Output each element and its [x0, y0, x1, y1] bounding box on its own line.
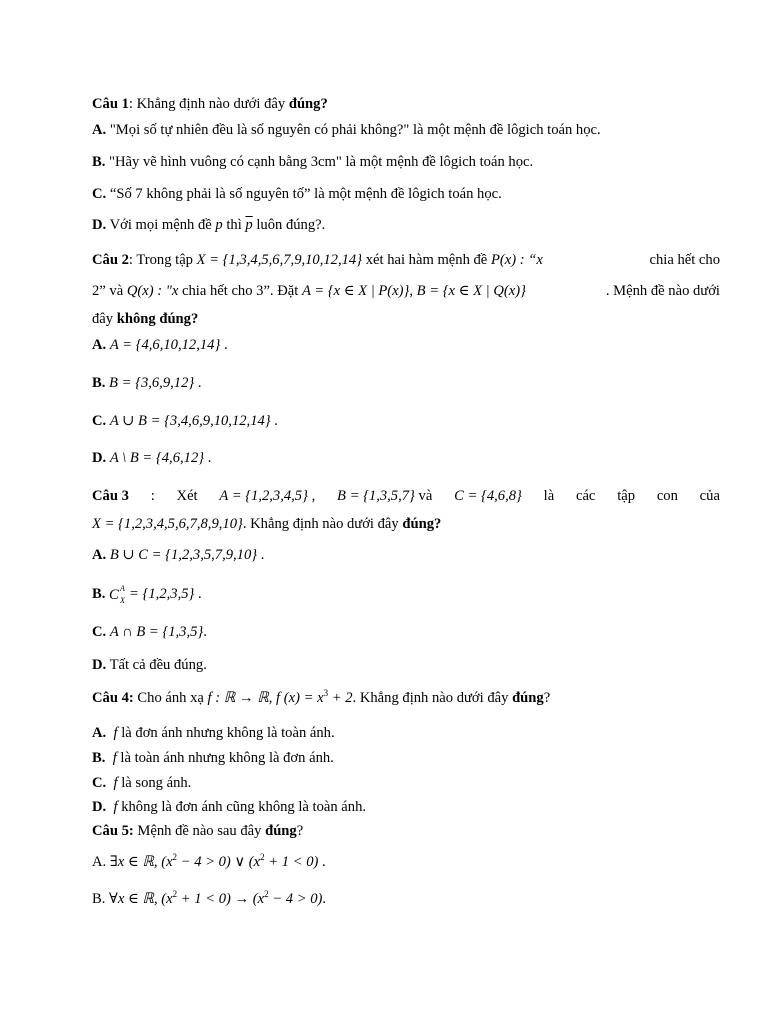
math-f: f	[113, 775, 118, 791]
q2-option-a	[92, 336, 720, 354]
q2-stem-bold: không đúng?	[116, 311, 199, 327]
q2-label: Câu 2	[92, 252, 129, 268]
q1-option-c	[92, 185, 720, 203]
q4-label: Câu 4:	[92, 690, 134, 706]
text: ?	[543, 690, 551, 706]
math-f: f	[113, 799, 118, 815]
option-text: "Mọi số tự nhiên đều là số nguyên có phải không?" là một mệnh đề lôgich toán học.	[106, 122, 601, 138]
text: C	[109, 587, 119, 603]
option-text: Với mọi mệnh đề	[106, 217, 216, 233]
q3-stem-bold: đúng?	[402, 516, 442, 532]
q4-stem-bold: đúng	[512, 690, 544, 706]
option-tag: C.	[92, 775, 107, 791]
q5-option-a	[92, 853, 720, 871]
math-expr: A ∩ B = {1,3,5}	[109, 624, 204, 640]
option-text: “Số 7 không phải là số nguyên tố” là một mệnh đề lôgich toán học.	[106, 186, 502, 202]
text: .	[220, 337, 228, 353]
q5-label: Câu 5:	[92, 823, 134, 839]
text: Cho ánh xạ	[133, 690, 208, 706]
text: : Trong tập	[128, 252, 197, 268]
option-tag: D.	[92, 799, 107, 815]
q3-stem-line2	[92, 515, 720, 533]
text: .	[194, 375, 202, 391]
text: .	[318, 854, 326, 870]
text: .	[194, 586, 202, 602]
text: Xét	[176, 488, 198, 504]
text: .	[203, 624, 207, 640]
option-tag: B.	[92, 375, 106, 391]
text: các	[575, 488, 596, 504]
q3-label: Câu 3	[92, 488, 129, 504]
option-tag: A.	[92, 854, 107, 870]
option-text: không là đơn ánh cũng không là toàn ánh.	[117, 799, 367, 815]
q1-stem-bold: đúng?	[288, 96, 328, 112]
math-set-x: X = {1,3,4,5,6,7,9,10,12,14}	[196, 252, 363, 268]
text: Mệnh đề nào sau đây	[133, 823, 266, 839]
math-set-c: C = {4,6,8}	[454, 488, 522, 504]
q2-seg-2: chia hết cho	[649, 252, 720, 268]
text: A	[120, 584, 125, 593]
option-tag: B.	[92, 891, 106, 907]
option-tag: C.	[92, 413, 107, 429]
q2-stem-line3	[92, 310, 720, 328]
text: .	[270, 413, 278, 429]
q5-stem	[92, 822, 720, 840]
text: :	[150, 488, 155, 504]
q3-seg-1	[92, 487, 129, 505]
option-tag: B.	[92, 154, 106, 170]
q1-stem-text: : Khẳng định nào dưới đây	[128, 96, 289, 112]
q4-option-b	[92, 749, 720, 767]
q1-option-b	[92, 153, 720, 171]
option-tag: C.	[92, 624, 107, 640]
option-tag: A.	[92, 122, 107, 138]
text: .	[322, 891, 327, 907]
q2-option-d	[92, 449, 720, 467]
math-f: f	[112, 750, 117, 766]
q1-stem	[92, 95, 720, 113]
exponent: 2	[264, 889, 269, 899]
option-text: là song ánh.	[117, 775, 192, 791]
q3-stem-line1	[92, 487, 720, 505]
math-q-x: Q(x) : "x	[126, 283, 179, 299]
math-set-b: B = {1,3,5,7}	[337, 488, 415, 504]
text: . Khẳng định nào dưới đây	[242, 516, 403, 532]
option-text: là đơn ánh nhưng không là toàn ánh.	[117, 725, 335, 741]
q4-option-d	[92, 798, 720, 816]
q2-stem-line2	[92, 282, 720, 300]
exponent: 2	[172, 889, 178, 899]
exponent: 3	[323, 688, 329, 698]
complement-symbol	[109, 584, 129, 605]
math-expr: ∃x ∈ ℝ, (x	[109, 854, 173, 870]
math-expr: − 4 > 0)	[268, 891, 323, 907]
option-text: là toàn ánh nhưng không là đơn ánh.	[116, 750, 334, 766]
option-tag: D.	[92, 217, 107, 233]
text: .	[204, 450, 212, 466]
q2-option-b	[92, 374, 720, 392]
option-tag: B.	[92, 750, 106, 766]
q2-seg-4: . Mệnh đề nào dưới	[605, 283, 720, 299]
math-expr: f : ℝ → ℝ, f (x) = x	[207, 690, 324, 706]
option-text: "Hãy vẽ hình vuông có cạnh bằng 3cm" là một mệnh đề lôgich toán học.	[105, 154, 534, 170]
math-set-x: X = {1,2,3,4,5,6,7,8,9,10}	[92, 516, 243, 532]
text: X	[120, 596, 125, 605]
exponent: 2	[260, 852, 265, 862]
q5-stem-bold: đúng	[265, 823, 297, 839]
math-set-a: A = {1,2,3,4,5} ,	[219, 488, 316, 504]
text: là	[543, 488, 555, 504]
text: xét hai hàm mệnh đề	[362, 252, 491, 268]
option-tag: C.	[92, 186, 107, 202]
q2-option-c	[92, 412, 720, 430]
text: . Khẳng định nào dưới đây	[352, 690, 513, 706]
math-expr: B ∪ C = {1,2,3,5,7,9,10}	[109, 547, 258, 563]
option-text: Tất cả đều đúng.	[106, 657, 207, 673]
option-tag: B.	[92, 586, 106, 602]
option-text: thì	[222, 217, 246, 233]
q3-option-c	[92, 623, 720, 641]
math-expr: A = {4,6,10,12,14}	[109, 337, 221, 353]
math-expr: + 2	[328, 690, 353, 706]
q4-option-a	[92, 724, 720, 742]
text: của	[699, 488, 720, 504]
q1-option-a	[92, 121, 720, 139]
text: đây	[92, 311, 117, 327]
math-p-bar: $\overline{p}$	[245, 217, 253, 233]
option-tag: A.	[92, 337, 107, 353]
option-text: luôn đúng?.	[252, 217, 326, 233]
text: con	[656, 488, 678, 504]
text: 2” và	[92, 283, 127, 299]
q2-stem-line1	[92, 251, 720, 269]
math-set-b: B = {x ∈ X | Q(x)}	[416, 283, 526, 299]
option-tag: D.	[92, 657, 107, 673]
math-expr: A \ B = {4,6,12}	[109, 450, 205, 466]
q1-label: Câu 1	[92, 96, 129, 112]
text: chia hết cho 3”. Đặt	[178, 283, 302, 299]
q4-option-c	[92, 774, 720, 792]
text: .	[257, 547, 265, 563]
math-expr: ∀x ∈ ℝ, (x	[109, 891, 173, 907]
exponent: 2	[172, 852, 178, 862]
math-expr: A ∪ B = {3,4,6,9,10,12,14}	[109, 413, 271, 429]
q3-option-b	[92, 585, 720, 603]
option-tag: A.	[92, 725, 107, 741]
q2-seg-3	[92, 282, 526, 300]
q3-option-a	[92, 546, 720, 564]
text: tập	[617, 488, 636, 504]
math-f: f	[113, 725, 118, 741]
text: và	[418, 488, 433, 504]
option-tag: D.	[92, 450, 107, 466]
math-expr: + 1 < 0) → (x	[177, 891, 265, 907]
q5-option-b	[92, 890, 720, 908]
q4-stem	[92, 689, 720, 707]
q2-seg-1	[92, 251, 543, 269]
q3-seg-b	[337, 487, 432, 505]
option-tag: A.	[92, 547, 107, 563]
math-expr: B = {3,6,9,12}	[109, 375, 195, 391]
q1-option-d	[92, 216, 720, 234]
text: ,	[409, 283, 417, 299]
math-expr: − 4 > 0) ∨ (x	[177, 854, 261, 870]
math-set-a: A = {x ∈ X | P(x)}	[301, 283, 410, 299]
q3-option-d	[92, 656, 720, 674]
math-p: p	[215, 217, 223, 233]
text: ?	[296, 823, 304, 839]
math-expr: = {1,2,3,5}	[129, 586, 195, 602]
math-expr: + 1 < 0)	[264, 854, 319, 870]
math-p-x: P(x) : “x	[490, 252, 543, 268]
